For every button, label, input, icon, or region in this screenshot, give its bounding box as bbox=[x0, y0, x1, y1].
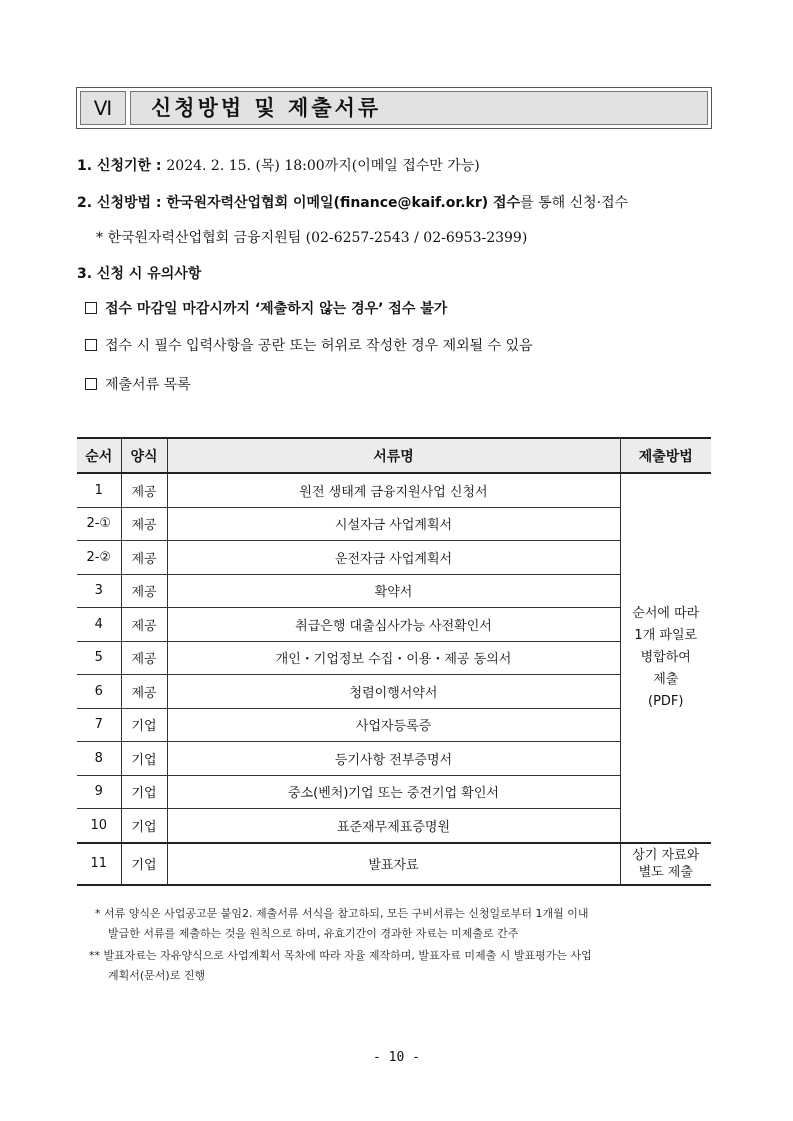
check-item-1 bbox=[85, 298, 447, 318]
method-sep: : bbox=[151, 195, 167, 211]
check-item-3-text: 제출서류 목록 bbox=[105, 377, 191, 393]
checkbox-icon bbox=[85, 339, 97, 351]
method-bold: 한국원자력산업협회 이메일(finance@kaif.or.kr) 접수 bbox=[166, 195, 521, 211]
row-form: 기업 bbox=[121, 843, 167, 885]
table-row bbox=[77, 708, 711, 742]
check-item-2 bbox=[85, 335, 533, 355]
row-no: 7 bbox=[77, 708, 121, 742]
row-doc-name: 중소(벤처)기업 또는 중견기업 확인서 bbox=[167, 775, 620, 809]
row-form: 기업 bbox=[121, 708, 167, 742]
contact-line: * 한국원자력산업협회 금융지원팀 (02-6257-2543 / 02-6953-2399) bbox=[96, 230, 528, 246]
row-doc-name: 발표자료 bbox=[167, 843, 620, 885]
footnote-1-line-2: 발급한 서류를 제출하는 것을 원칙으로 하며, 유효기간이 경과한 자료는 미제출로 간주 bbox=[108, 927, 519, 940]
row-no: 3 bbox=[77, 574, 121, 608]
checkbox-icon bbox=[85, 302, 97, 314]
check-item-1-text: 접수 마감일 마감시까지 ‘제출하지 않는 경우’ 접수 불가 bbox=[105, 301, 448, 317]
row-doc-name: 시설자금 사업계획서 bbox=[167, 507, 620, 541]
last-method-line-2: 별도 제출 bbox=[638, 864, 693, 880]
method-line bbox=[77, 192, 628, 212]
check-item-2-text: 접수 시 필수 입력사항을 공란 또는 허위로 작성한 경우 제외될 수 있음 bbox=[105, 338, 533, 354]
last-method-cell bbox=[620, 843, 711, 885]
method-line-2: 1개 파일로 bbox=[634, 627, 698, 643]
check-item-3 bbox=[85, 374, 191, 394]
row-form: 제공 bbox=[121, 507, 167, 541]
row-form: 제공 bbox=[121, 473, 167, 507]
method-line-4: 제출 bbox=[653, 671, 679, 687]
row-doc-name: 표준재무제표증명원 bbox=[167, 809, 620, 843]
last-method-line-1: 상기 자료와 bbox=[632, 847, 700, 863]
row-doc-name: 확약서 bbox=[167, 574, 620, 608]
row-no: 9 bbox=[77, 775, 121, 809]
table-row bbox=[77, 574, 711, 608]
row-form: 제공 bbox=[121, 608, 167, 642]
documents-table bbox=[77, 437, 711, 886]
method-line-5: (PDF) bbox=[648, 693, 684, 709]
table-row bbox=[77, 608, 711, 642]
row-doc-name: 사업자등록증 bbox=[167, 708, 620, 742]
table-row bbox=[77, 541, 711, 575]
deadline-label: 1. 신청기한 bbox=[77, 158, 152, 174]
row-form: 기업 bbox=[121, 742, 167, 776]
section-title: 신청방법 및 제출서류 bbox=[130, 91, 708, 125]
table-row bbox=[77, 843, 711, 885]
row-no: 4 bbox=[77, 608, 121, 642]
table-row bbox=[77, 507, 711, 541]
row-doc-name: 취급은행 대출심사가능 사전확인서 bbox=[167, 608, 620, 642]
row-form: 기업 bbox=[121, 809, 167, 843]
footnote-1-line-1: * 서류 양식은 사업공고문 붙임2. 제출서류 서식을 참고하되, 모든 구비서류는 신청일로부터 1개월 이내 bbox=[95, 907, 589, 920]
row-no: 1 bbox=[77, 473, 121, 507]
footnote-2-line-2: 계획서(문서)로 진행 bbox=[108, 969, 206, 982]
table-header-row bbox=[77, 438, 711, 473]
row-form: 제공 bbox=[121, 675, 167, 709]
table-row bbox=[77, 675, 711, 709]
row-no: 6 bbox=[77, 675, 121, 709]
row-form: 제공 bbox=[121, 641, 167, 675]
header-order: 순서 bbox=[77, 438, 121, 473]
row-form: 제공 bbox=[121, 541, 167, 575]
method-line-3: 병합하여 bbox=[640, 649, 691, 665]
deadline-line bbox=[77, 155, 480, 175]
table-row bbox=[77, 809, 711, 843]
row-doc-name: 운전자금 사업계획서 bbox=[167, 541, 620, 575]
method-label: 2. 신청방법 bbox=[77, 195, 152, 211]
checkbox-icon bbox=[85, 378, 97, 390]
notes-label: 3. 신청 시 유의사항 bbox=[77, 266, 202, 282]
row-no: 2-① bbox=[77, 507, 121, 541]
method-line-1: 순서에 따라 bbox=[632, 605, 700, 621]
deadline-value: 2024. 2. 15. (목) 18:00까지(이메일 접수만 가능) bbox=[166, 158, 480, 174]
table-row bbox=[77, 641, 711, 675]
table-row bbox=[77, 775, 711, 809]
header-form: 양식 bbox=[121, 438, 167, 473]
row-form: 제공 bbox=[121, 574, 167, 608]
row-no: 8 bbox=[77, 742, 121, 776]
row-no: 2-② bbox=[77, 541, 121, 575]
table-row bbox=[77, 742, 711, 776]
footnote-2-line-1: ** 발표자료는 자유양식으로 사업계획서 목차에 따라 자율 제작하며, 발표자료 미제출 시 발표평가는 사업 bbox=[89, 949, 592, 962]
row-doc-name: 원전 생태계 금융지원사업 신청서 bbox=[167, 473, 620, 507]
table-row bbox=[77, 473, 711, 507]
header-doc-name: 서류명 bbox=[167, 438, 620, 473]
row-form: 기업 bbox=[121, 775, 167, 809]
row-doc-name: 등기사항 전부증명서 bbox=[167, 742, 620, 776]
row-no: 10 bbox=[77, 809, 121, 843]
row-doc-name: 개인・기업정보 수집・이용・제공 동의서 bbox=[167, 641, 620, 675]
merged-method-cell bbox=[620, 473, 711, 843]
header-method: 제출방법 bbox=[620, 438, 711, 473]
page-number: - 10 - bbox=[373, 1050, 420, 1065]
row-no: 5 bbox=[77, 641, 121, 675]
row-doc-name: 청렴이행서약서 bbox=[167, 675, 620, 709]
deadline-sep: : bbox=[151, 158, 167, 174]
method-rest: 를 통해 신청·접수 bbox=[520, 195, 629, 211]
row-no: 11 bbox=[77, 843, 121, 885]
section-number: Ⅵ bbox=[80, 91, 126, 125]
